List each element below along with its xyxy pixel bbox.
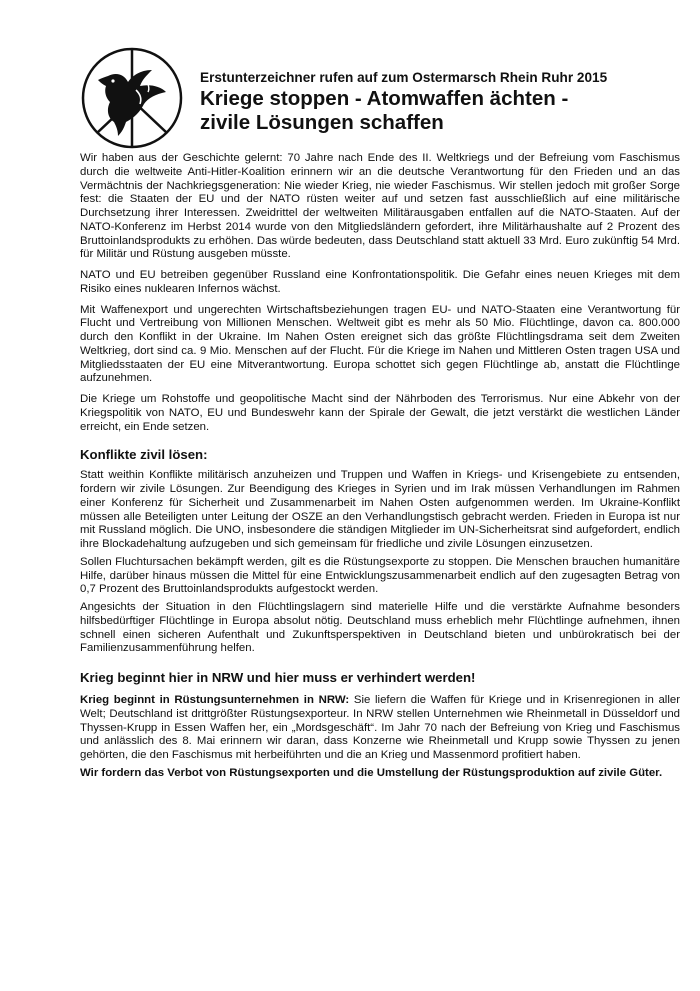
section-heading-konflikte: Konflikte zivil lösen: [80,447,208,463]
title-line-2: zivile Lösungen schaffen [200,111,444,134]
intro-paragraph-3: Mit Waffenexport und ungerechten Wirtschaftsbeziehungen tragen EU- und NATO-Staaten eine Verantwortung für Flucht und Vertreibung von Millionen Menschen. Weltweit gibt es mehr als 50 Mio. Flüchtlinge, davon ca. 800.000 durch den Konflikt in der Ukraine. Im Nahen Osten ereignet sich das größte Flüchtlingsdrama seit dem Zweiten Weltkrieg, dort sind ca. 9 Mio. Menschen auf der Flucht. Für die Kriege im Nahen und Mittleren Osten tragen USA und Mitgliedsstaaten der EU eine Mitverantwortung. Europa schottet sich gegen Flüchtlinge ab, anstatt die Flüchtlinge aufzunehmen. [80,303,680,385]
nrw-paragraph-1-text: Sie liefern die Waffen für Kriege und in Krisenregionen in aller Welt; Deutschland ist drittgrößter Rüstungsexporteur. In NRW stellen Unternehmen wie Rheinmetall in Düsseldorf und Thyssen-Krupp in Essen Waffen her, ein „Mordsgeschäft“. Im Jahr 70 nach der Befreiung von Krieg und Faschismus und anlässlich des 8. Mai erinnern wir daran, dass Konzerne wie Rheinmetall und Krupp sowie Thyssen zu jenen gehörten, die den Faschismus mit herbeiführten und die an Krieg und Massenmord profitiert haben. [80,694,680,761]
document-body [80,152,680,788]
document-subtitle: Erstunterzeichner rufen auf zum Ostermarsch Rhein Ruhr 2015 [200,70,608,85]
nrw-paragraph-1-lead: Krieg beginnt in Rüstungsunternehmen in NRW: [80,694,350,706]
peace-dove-icon [80,46,184,150]
intro-paragraph-1: Wir haben aus der Geschichte gelernt: 70 Jahre nach Ende des II. Weltkriegs und der Befreiung vom Faschismus durch die weltweite Anti-Hitler-Koalition erinnern wir an die deutsche Verantwortung für den Frieden und an das Vermächtnis der Nachkriegsgeneration: Nie wieder Krieg, nie wieder Faschismus. Wir stellen jedoch mit großer Sorge fest: die Staaten der EU und der NATO rüsten weiter auf und setzen fast ausschließlich auf eine militärische Durchsetzung ihrer Interessen. Zweidrittel der weltweiten Militärausgaben entfallen auf die NATO-Staaten. Auf der NATO-Konferenz im Herbst 2014 wurde von den Mitgliedsländern gefordert, ihre Militärhaushalte auf 2 Prozent des Bruttoinlandsprodukts zu erhöhen. Das würde bedeuten, dass Deutschland statt aktuell 33 Mrd. Euro zukünftig 54 Mrd. für Militär und Rüstung ausgeben müsste. [80,152,680,261]
section-heading-nrw: Krieg beginnt hier in NRW und hier muss er verhindert werden! [80,670,476,685]
document-header [200,70,680,135]
document-title [200,87,680,135]
nrw-paragraph-1 [80,694,680,763]
title-line-1: Kriege stoppen - Atomwaffen ächten - [200,87,569,110]
konflikte-paragraph-2: Sollen Fluchtursachen bekämpft werden, gilt es die Rüstungsexporte zu stoppen. Die Menschen brauchen humanitäre Hilfe, darüber hinaus müssen die Mittel für eine Entwicklungszusammenarbeit endlich auf den zugesagten Betrag von 0,7 Prozent des Bruttoinlandsprodukts aufgestockt werden. [80,555,680,596]
intro-paragraph-4: Die Kriege um Rohstoffe und geopolitische Macht sind der Nährboden des Terrorismus. Nur eine Abkehr von der Kriegspolitik von NATO, EU und Bundeswehr kann der Spirale der Gewalt, die jetzt verstärkt die westlichen Länder erreicht, ein Ende setzen. [80,393,680,433]
nrw-demand-paragraph: Wir fordern das Verbot von Rüstungsexporten und die Umstellung der Rüstungsproduktion auf zivile Güter. [80,766,663,779]
konflikte-paragraph-1: Statt weithin Konflikte militärisch anzuheizen und Truppen und Waffen in Kriegs- und Krisengebiete zu entsenden, fordern wir zivile Lösungen. Zur Beendigung des Krieges in Syrien und im Irak müssen Verhandlungen im Rahmen einer Konferenz für Sicherheit und Zusammenarbeit im Nahen Osten aufgenommen werden. Im Ukraine-Konflikt müssen alle Beteiligten unter Leitung der OSZE an den Verhandlungstisch gebracht werden. Frieden in Europa ist nur mit Russland möglich. Die UNO, insbesondere die ständigen Mitglieder im UN-Sicherheitsrat sind aufgefordert, endlich ihre Blockadehaltung aufzugeben und sich gemeinsam für friedliche und zivile Lösungen einzusetzen. [80,469,680,550]
konflikte-paragraph-3: Angesichts der Situation in den Flüchtlingslagern sind materielle Hilfe und die verstärkte Aufnahme besonders hilfsbedürftiger Flüchtlinge in Europa absolut nötig. Deutschland muss erheblich mehr Flüchtlinge aufnehmen, ihnen schnell einen sicheren Aufenthalt und Zukunftsperspektiven in Deutschland bieten und unbürokratisch bei der Familienzusammenführung helfen. [80,601,680,655]
peace-dove-logo [80,46,184,150]
intro-paragraph-2: NATO und EU betreiben gegenüber Russland eine Konfrontationspolitik. Die Gefahr eines neuen Krieges mit dem Risiko eines nuklearen Infernos wächst. [80,269,680,295]
